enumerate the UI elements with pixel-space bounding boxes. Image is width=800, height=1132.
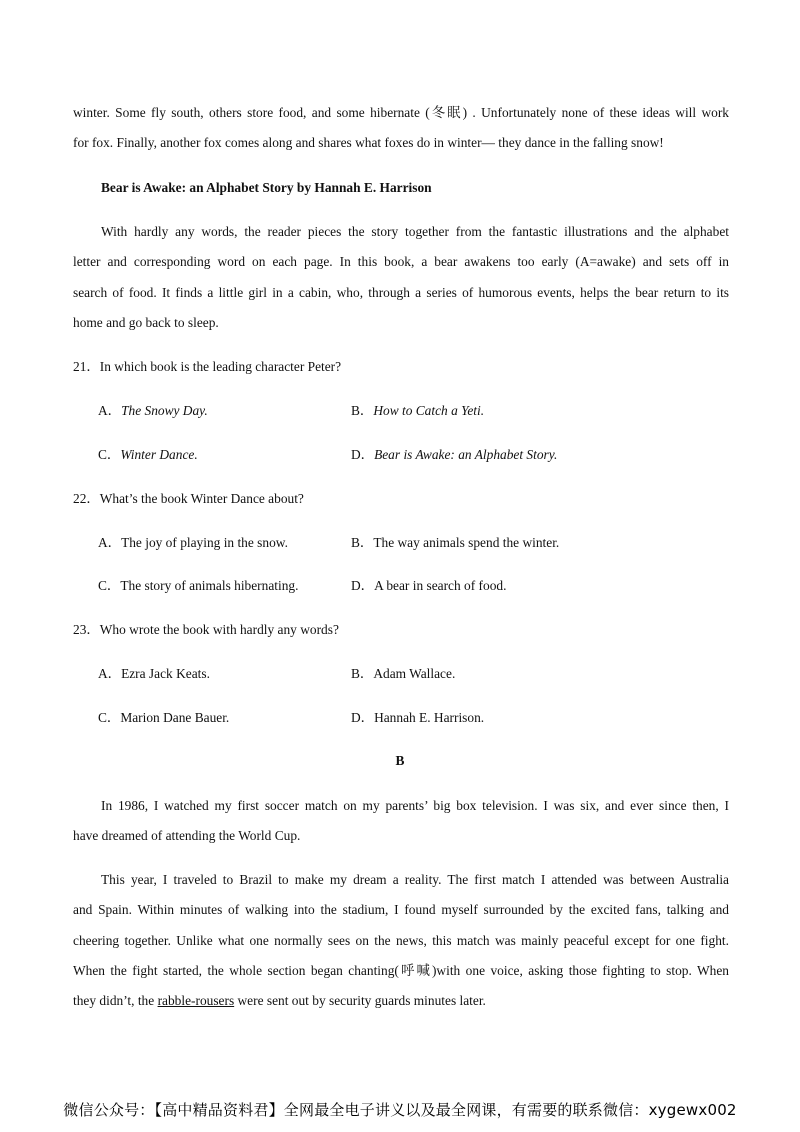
option-a: A．Ezra Jack Keats. (98, 666, 210, 681)
passage-line: When the fight started, the whole section began chanting(呼喊)with one voice, asking those fighting to stop. When (73, 963, 729, 978)
passage-line: and Spain. Within minutes of walking into the stadium, I found myself surrounded by the excited fans, talking and (73, 902, 729, 917)
underlined-word: rabble-rousers (157, 993, 235, 1008)
passage-line: With hardly any words, the reader pieces the story together from the fantastic illustrations and the alphabet (101, 224, 729, 239)
passage-line: This year, I traveled to Brazil to make my dream a reality. The first match I attended was between Australia (101, 872, 729, 887)
option-a: A．The joy of playing in the snow. (98, 535, 288, 550)
option-b: B．Adam Wallace. (351, 666, 456, 681)
footer-note: 微信公众号：【高中精品资料君】全网最全电子讲义以及最全网课，有需要的联系微信：xygewx002 (63, 1101, 737, 1119)
option-c: C．Marion Dane Bauer. (98, 710, 230, 725)
option-d: D．Bear is Awake: an Alphabet Story. (351, 447, 558, 462)
passage-line: for fox. Finally, another fox comes along and shares what foxes do in winter— they dance in the falling snow! (73, 135, 664, 150)
passage-line: home and go back to sleep. (73, 315, 219, 330)
option-d: D．A bear in search of food. (351, 578, 507, 593)
option-b: B．How to Catch a Yeti. (351, 403, 485, 418)
question-stem: 21．In which book is the leading character Peter? (73, 359, 342, 374)
passage-line: have dreamed of attending the World Cup. (73, 828, 301, 843)
option-a: A．The Snowy Day. (98, 403, 208, 418)
option-c: C．The story of animals hibernating. (98, 578, 299, 593)
passage-line: cheering together. Unlike what one normally sees on the news, this match was mainly peaceful except for one fight. (73, 933, 729, 948)
book-title: Bear is Awake: an Alphabet Story by Hannah E. Harrison (101, 180, 432, 195)
passage-line: letter and corresponding word on each page. In this book, a bear awakens too early (A=awake) and sets off in (73, 254, 729, 269)
option-b: B．The way animals spend the winter. (351, 535, 560, 550)
option-c: C．Winter Dance. (98, 447, 198, 462)
option-d: D．Hannah E. Harrison. (351, 710, 485, 725)
passage-line: they didn’t, the rabble-rousers were sent out by security guards minutes later. (73, 993, 486, 1008)
question-stem: 22．What’s the book Winter Dance about? (73, 491, 304, 506)
passage-line: search of food. It finds a little girl in a cabin, who, through a series of humorous events, helps the bear return to its (73, 285, 729, 300)
passage-line: winter. Some fly south, others store food, and some hibernate (冬眠) . Unfortunately none of these ideas will work (73, 105, 729, 120)
section-heading: B (395, 753, 405, 768)
passage-line: In 1986, I watched my first soccer match on my parents’ big box television. I was six, and ever since then, I (101, 798, 729, 813)
question-stem: 23．Who wrote the book with hardly any words? (73, 622, 339, 637)
